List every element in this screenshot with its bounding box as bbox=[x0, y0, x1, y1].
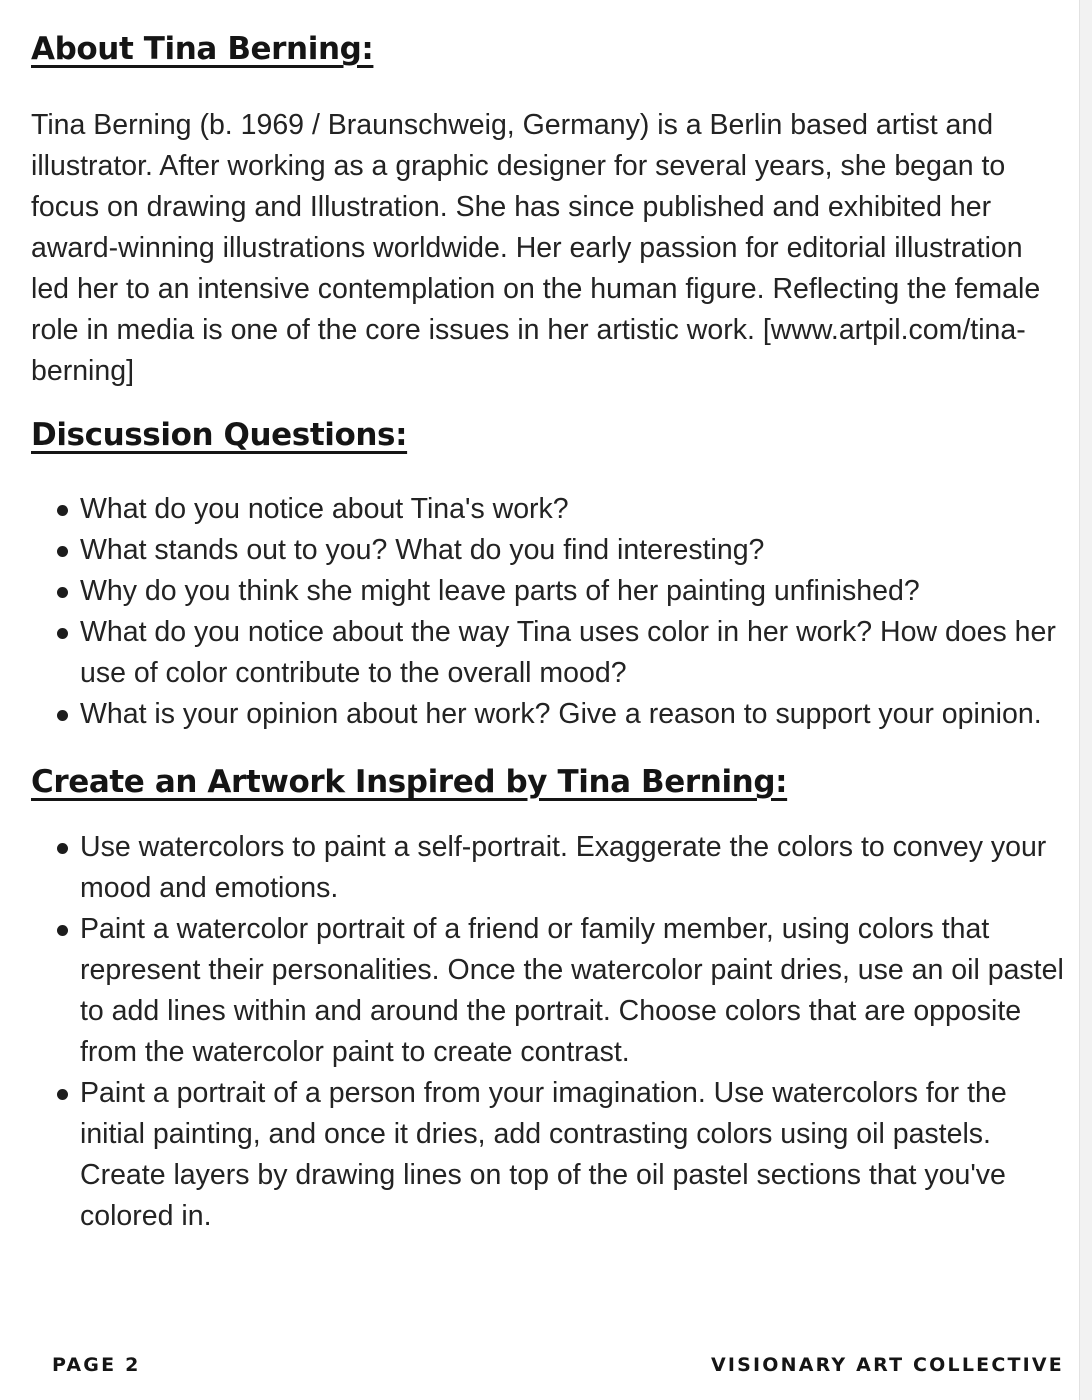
discussion-list bbox=[31, 489, 1066, 735]
activity-list bbox=[31, 827, 1066, 1237]
activity-item: Paint a portrait of a person from your imagination. Use watercolors for the initial painting, and once it dries, add contrasting colors using oil pastels. Create layers by drawing lines on top of the oil pastel sections that you've colored in. bbox=[31, 1073, 1066, 1237]
bullet-icon bbox=[57, 710, 68, 721]
discussion-item: Why do you think she might leave parts of her painting unfinished? bbox=[31, 571, 1066, 612]
discussion-item: What is your opinion about her work? Give a reason to support your opinion. bbox=[31, 694, 1066, 735]
about-paragraph: Tina Berning (b. 1969 / Braunschweig, Germany) is a Berlin based artist and illustrator. After working as a graphic designer for several years, she began to focus on drawing and Illustration. She has since published and exhibited her award-winning illustrations worldwide. Her early passion for editorial illustration led her to an intensive contemplation on the human figure. Reflecting the female role in media is one of the core issues in her artistic work. [www.artpil.com/tina-berning] bbox=[31, 109, 1041, 387]
bullet-icon bbox=[57, 1089, 68, 1100]
bullet-icon bbox=[57, 628, 68, 639]
bullet-icon bbox=[57, 587, 68, 598]
create-heading: Create an Artwork Inspired by Tina Berning: bbox=[31, 764, 788, 800]
page-number: PAGE 2 bbox=[52, 1354, 141, 1376]
bullet-icon bbox=[57, 546, 68, 557]
bullet-icon bbox=[57, 843, 68, 854]
bullet-icon bbox=[57, 925, 68, 936]
about-heading: About Tina Berning: bbox=[31, 31, 374, 67]
discussion-item: What stands out to you? What do you find interesting? bbox=[31, 530, 1066, 571]
discussion-item: What do you notice about Tina's work? bbox=[31, 489, 1066, 530]
activity-item: Use watercolors to paint a self-portrait. Exaggerate the colors to convey your mood and emotions. bbox=[31, 827, 1066, 909]
footer-organization: VISIONARY ART COLLECTIVE bbox=[710, 1354, 1064, 1376]
activity-item: Paint a watercolor portrait of a friend or family member, using colors that represent their personalities. Once the watercolor paint dries, use an oil pastel to add lines within and around the portrait. Choose colors that are opposite from the watercolor paint to create contrast. bbox=[31, 909, 1066, 1073]
discussion-item: What do you notice about the way Tina uses color in her work? How does her use of color contribute to the overall mood? bbox=[31, 612, 1066, 694]
bullet-icon bbox=[57, 505, 68, 516]
discussion-heading: Discussion Questions: bbox=[31, 417, 408, 453]
